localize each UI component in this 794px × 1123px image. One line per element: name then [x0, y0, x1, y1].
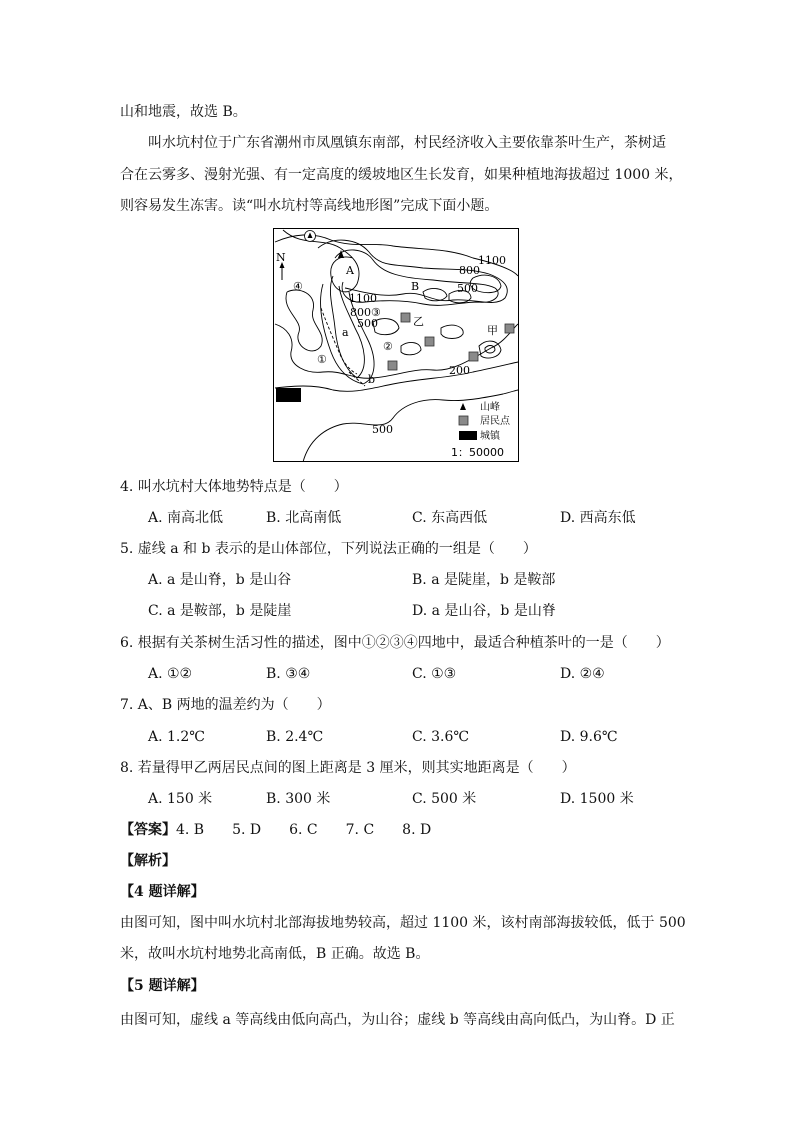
question-4-option-b[interactable]: B. 北高南低: [266, 510, 342, 526]
label-500-left: 500: [357, 317, 378, 330]
question-7-option-c[interactable]: C. 3.6℃: [412, 729, 470, 745]
question-5-option-b[interactable]: B. a 是陡崖，b 是鞍部: [412, 572, 556, 588]
question-4-option-d[interactable]: D. 西高东低: [560, 510, 636, 526]
question-6-option-c[interactable]: C. ①③: [412, 666, 457, 682]
passage-line-2: 合在云雾多、漫射光强、有一定高度的缓坡地区生长发育，如果种植地海拔超过 1000 米，: [120, 167, 683, 183]
peak-icon-circled: [305, 231, 316, 242]
label-800-top: 800: [459, 264, 480, 277]
q5-detail-title: 【5 题详解】: [120, 978, 205, 994]
label-A: A: [346, 264, 354, 277]
label-200: 200: [449, 364, 470, 377]
residence: [469, 352, 478, 361]
residence-yi: [401, 313, 410, 322]
label-800-left: 800③: [350, 306, 381, 319]
label-500-bottom: 500: [372, 423, 393, 436]
label-b: b: [368, 373, 376, 386]
legend-residence-icon: [459, 416, 468, 425]
question-8-option-c[interactable]: C. 500 米: [412, 791, 477, 807]
label-1100-left: 1100: [349, 292, 377, 305]
q5-detail-line-1: 由图可知，虚线 a 等高线由低向高凸，为山谷；虚线 b 等高线由高向低凸，为山脊。D 正: [120, 1012, 675, 1028]
legend-residence-label: 居民点: [480, 416, 510, 427]
question-7-option-d[interactable]: D. 9.6℃: [560, 729, 618, 745]
north-label: N: [276, 251, 286, 264]
answer-label: 【答案】: [120, 822, 176, 838]
question-5-option-a[interactable]: A. a 是山脊，b 是山谷: [148, 572, 292, 588]
question-6-option-d[interactable]: D. ②④: [560, 666, 605, 682]
passage-line-1: 叫水坑村位于广东省潮州市凤凰镇东南部，村民经济收入主要依靠茶叶生产，茶树适: [148, 135, 666, 151]
label-yi: 乙: [413, 315, 424, 328]
label-a: a: [342, 326, 349, 339]
intro-tail: 山和地震，故选 B。: [120, 104, 247, 120]
legend-peak-label: 山峰: [480, 402, 500, 413]
question-4-option-a[interactable]: A. 南高北低: [148, 510, 224, 526]
question-4-stem: 4. 叫水坑村大体地势特点是（ ）: [120, 479, 348, 495]
q4-detail-title: 【4 题详解】: [120, 884, 205, 900]
question-5-stem: 5. 虚线 a 和 b 表示的是山体部位，下列说法正确的一组是（ ）: [120, 541, 537, 557]
label-point-2: ②: [383, 340, 393, 353]
residence-jia: [505, 324, 514, 333]
question-8-stem: 8. 若量得甲乙两居民点间的图上距离是 3 厘米，则其实地距离是（ ）: [120, 760, 576, 776]
analysis-label: 【解析】: [120, 853, 176, 869]
question-6-option-a[interactable]: A. ①②: [148, 666, 193, 682]
question-6-option-b[interactable]: B. ③④: [266, 666, 311, 682]
residence: [425, 337, 434, 346]
label-jia: 甲: [487, 324, 498, 337]
map-scale: 1：50000: [451, 446, 504, 459]
question-4-option-c[interactable]: C. 东高西低: [412, 510, 488, 526]
passage-line-3: 则容易发生冻害。读“叫水坑村等高线地形图”完成下面小题。: [120, 198, 499, 214]
question-8-option-d[interactable]: D. 1500 米: [560, 791, 634, 807]
town-block: [276, 388, 301, 402]
question-5-option-c[interactable]: C. a 是鞍部，b 是陡崖: [148, 603, 292, 619]
label-point-1: ①: [317, 353, 327, 366]
label-point-4: ④: [293, 280, 303, 293]
legend-town-icon: [459, 431, 477, 440]
question-7-option-a[interactable]: A. 1.2℃: [148, 729, 205, 745]
label-B: B: [411, 280, 420, 293]
question-8-option-b[interactable]: B. 300 米: [266, 791, 331, 807]
q4-detail-line-1: 由图可知，图中叫水坑村北部海拔地势较高，超过 1100 米，该村南部海拔较低，低于 500: [120, 915, 686, 931]
question-5-option-d[interactable]: D. a 是山谷，b 是山脊: [412, 603, 556, 619]
residence: [388, 361, 397, 370]
q4-detail-line-2: 米，故叫水坑村地势北高南低，B 正确。故选 B。: [120, 946, 430, 962]
answer-line: [120, 820, 431, 840]
label-1100-top: 1100: [478, 254, 506, 267]
contour-map: [273, 228, 519, 462]
question-8-option-a[interactable]: A. 150 米: [148, 791, 213, 807]
label-500-top: 500: [457, 282, 478, 295]
question-7-stem: 7. A、B 两地的温差约为（ ）: [120, 697, 331, 713]
legend-town-label: 城镇: [480, 431, 500, 442]
answer-text: 4. B 5. D 6. C 7. C 8. D: [176, 822, 432, 838]
question-6-stem: 6. 根据有关茶树生活习性的描述，图中①②③④四地中，最适合种植茶叶的一是（ ）: [120, 635, 670, 651]
question-7-option-b[interactable]: B. 2.4℃: [266, 729, 324, 745]
